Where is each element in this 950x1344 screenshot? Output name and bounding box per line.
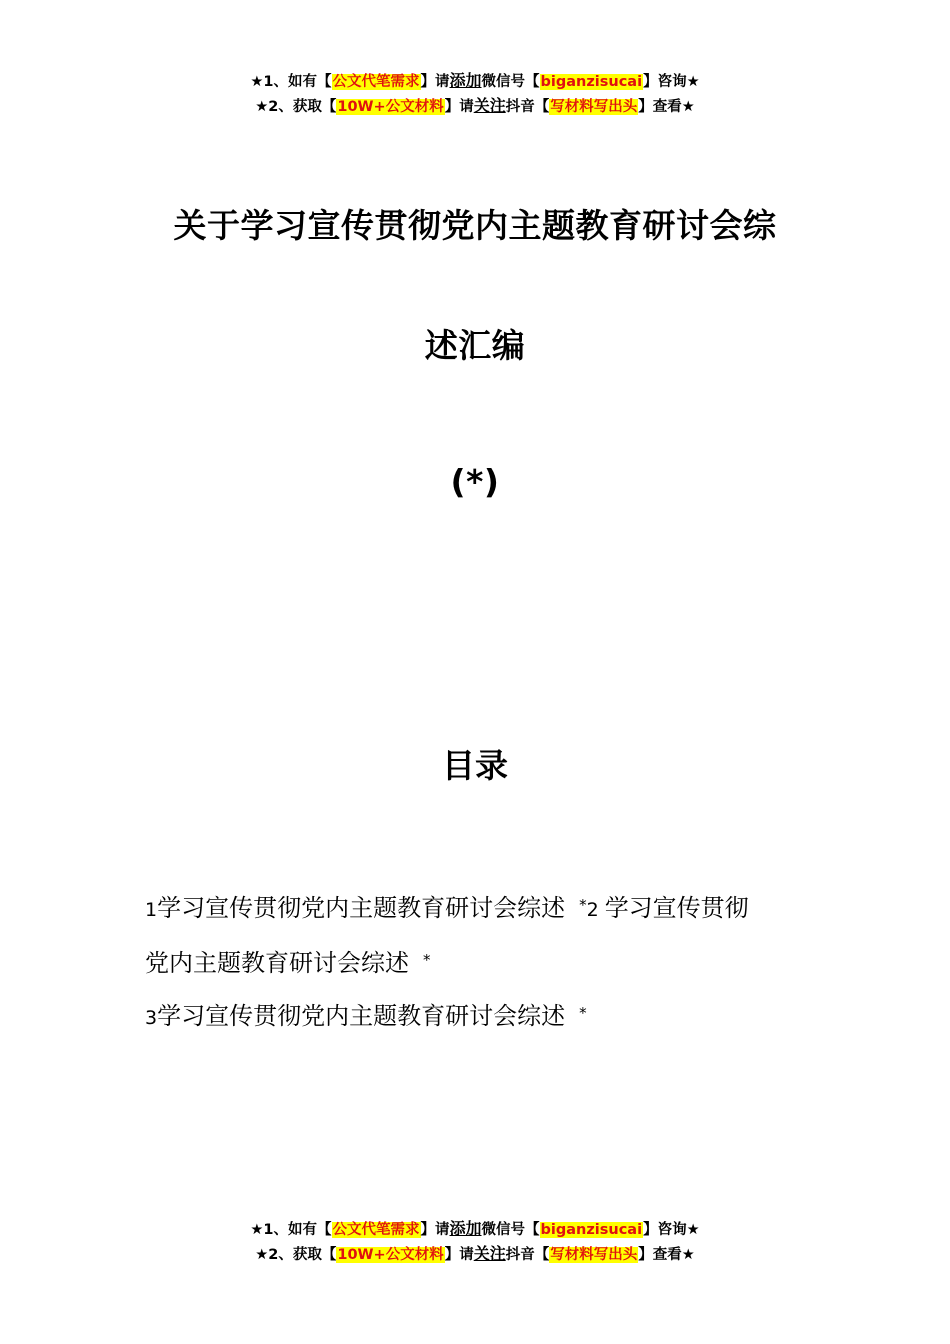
toc-item-number: 1 (145, 899, 158, 921)
banner-text: ★1、如有【 (250, 1222, 332, 1238)
toc-item-number: 2 (586, 899, 599, 921)
document-title-line-3: (*) (450, 462, 500, 501)
banner-text: 】查看★ (638, 1247, 695, 1263)
toc-item-number: 3 (145, 1007, 158, 1029)
toc-page-marker: * (423, 951, 431, 969)
banner-text: 】请 (420, 74, 450, 90)
toc-item-text[interactable]: 学习宣传贯彻党内主题教育研讨会综述 (157, 894, 566, 922)
toc-page-marker: * (579, 1004, 587, 1022)
banner-line-1 (0, 69, 950, 94)
footer-banner (0, 1217, 950, 1267)
banner-highlight: 公文代笔需求 (332, 1222, 420, 1238)
banner-underlined-text: 关注 (473, 96, 506, 115)
toc-line-2 (145, 935, 815, 988)
banner-text: 】咨询★ (643, 1222, 700, 1238)
toc-line-3 (145, 988, 815, 1043)
toc-line-1 (145, 880, 815, 935)
toc-heading: 目录 (442, 746, 508, 785)
toc-item-text[interactable]: 学习宣传贯彻党内主题教育研讨会综述 (157, 1002, 566, 1030)
banner-highlight: biganzisucai (540, 1222, 643, 1238)
banner-text: 】请 (444, 1247, 474, 1263)
toc-item-text[interactable]: 学习宣传贯彻 (604, 894, 749, 922)
banner-highlight: 10W+公文材料 (337, 1247, 444, 1263)
banner-line-1 (0, 1217, 950, 1242)
banner-text: 】查看★ (638, 99, 695, 115)
banner-text: 抖音【 (505, 1247, 550, 1263)
banner-highlight: 公文代笔需求 (332, 74, 420, 90)
banner-text: ★2、获取【 (255, 1247, 337, 1263)
banner-text: 微信号【 (481, 1222, 540, 1238)
banner-underlined-text: 添加 (449, 71, 482, 90)
banner-text: ★1、如有【 (250, 74, 332, 90)
banner-line-2 (0, 94, 950, 119)
banner-highlight: biganzisucai (540, 74, 643, 90)
banner-text: 抖音【 (505, 99, 550, 115)
toc-item-text[interactable]: 党内主题教育研讨会综述 (145, 949, 409, 977)
banner-line-2 (0, 1242, 950, 1267)
banner-underlined-text: 添加 (449, 1219, 482, 1238)
document-title-line-1: 关于学习宣传贯彻党内主题教育研讨会综 (173, 206, 777, 245)
banner-highlight: 写材料写出头 (550, 1247, 638, 1263)
banner-highlight: 写材料写出头 (550, 99, 638, 115)
banner-text: 】请 (420, 1222, 450, 1238)
banner-text: 】请 (444, 99, 474, 115)
banner-text: ★2、获取【 (255, 99, 337, 115)
document-title-line-2: 述汇编 (424, 326, 526, 365)
banner-underlined-text: 关注 (473, 1244, 506, 1263)
toc-page-marker: * (579, 896, 587, 914)
banner-text: 微信号【 (481, 74, 540, 90)
header-banner (0, 69, 950, 119)
table-of-contents (145, 880, 815, 1043)
banner-highlight: 10W+公文材料 (337, 99, 444, 115)
banner-text: 】咨询★ (643, 74, 700, 90)
